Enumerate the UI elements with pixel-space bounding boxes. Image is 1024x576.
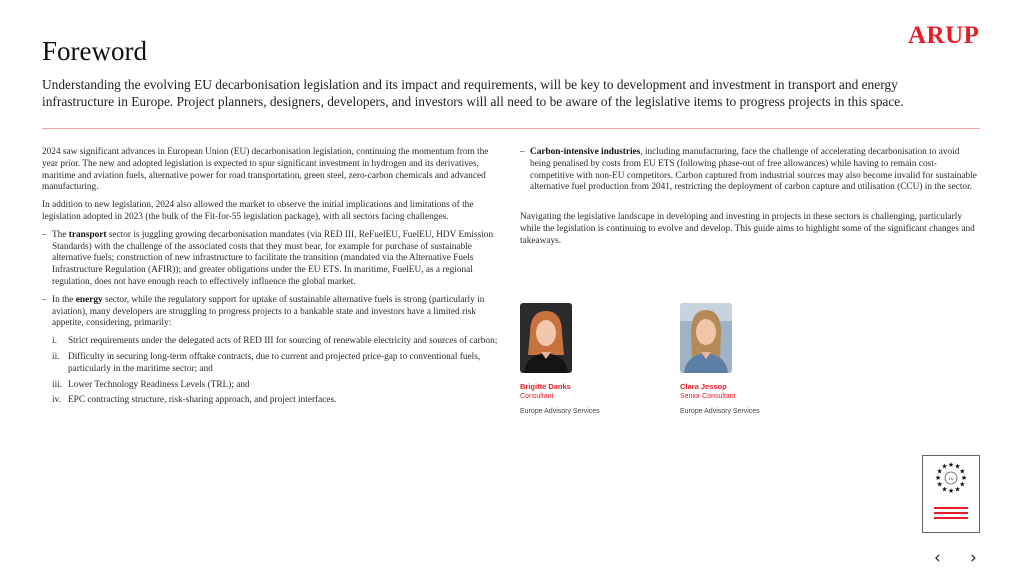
svg-text:★: ★ bbox=[954, 485, 961, 494]
svg-text:★: ★ bbox=[947, 461, 955, 469]
page-title: Foreword bbox=[42, 36, 147, 66]
dash-marker: – bbox=[520, 147, 525, 157]
author-org: Europe Advisory Services bbox=[520, 408, 600, 415]
next-page-button[interactable]: › bbox=[970, 548, 977, 568]
dash-marker: – bbox=[42, 229, 47, 240]
bold-term: energy bbox=[75, 294, 103, 305]
svg-text:★: ★ bbox=[941, 462, 948, 471]
left-column bbox=[42, 147, 504, 411]
eu-stars-badge bbox=[922, 455, 980, 533]
dash-marker: – bbox=[42, 294, 47, 305]
intro-paragraph: Understanding the evolving EU decarbonisation legislation and its impact and requirements, will be key to development and investment in transport and energy infrastructure in Europe. Project planners, designers, developers, and investors will all need to be aware of the legislative items to progress projects in this space. bbox=[42, 77, 904, 109]
svg-text:★: ★ bbox=[936, 480, 943, 489]
list-item-transport: – The transport sector is juggling growing decarbonisation mandates (via RED III, ReFuelEU, FuelEU, HDV Emission Standards) with the challenge of the associated costs that they must bear, for example for purchase of sustainable alternative fuels; construction of new infrastructure to facilitate the transition (mandated via the Alternative Fuels Infrastructure Regulation (AFIR)); and greater obligations under the EU ETS. In maritime, FuelEU, as a regional regulation, does not have enough reach to effectively influence the global market. bbox=[42, 229, 494, 287]
svg-text:★: ★ bbox=[959, 467, 966, 476]
paragraph: In addition to new legislation, 2024 also allowed the market to observe the initial implications and limitations of the legislation adopted in 2023 (the bulk of the Fit-for-55 legislation package), with all sectors facing challenges. bbox=[42, 200, 474, 222]
author-card bbox=[520, 303, 640, 415]
svg-text:★: ★ bbox=[960, 474, 968, 482]
list-item-carbon: – Carbon-intensive industries, including manufacturing, face the challenge of accelerating decarbonisation to avoid being penalised by costs from EU ETS (following phase-out of free allowances) while having to remain cost-competitive with non-EU competitors. Carbon captured from industrial sources may also become invalid for sustainable alternative fuel production from 2041, restricting the deployment of carbon capture and utilisation (CCU) in the sector. bbox=[520, 147, 977, 193]
divider-line bbox=[42, 128, 980, 129]
arup-logo: ARUP bbox=[908, 22, 980, 49]
author-org: Europe Advisory Services bbox=[680, 408, 760, 415]
author-photo bbox=[520, 303, 572, 373]
paragraph: Navigating the legislative landscape in developing and investing in projects in these sectors is challenging, particularly while the legislation is continuing to evolve and develop. This guide aims to highlight some of the significant changes and takeaways. bbox=[520, 212, 975, 246]
svg-text:★: ★ bbox=[934, 474, 942, 482]
bold-term: transport bbox=[68, 229, 107, 240]
numbered-item: i. Strict requirements under the delegated acts of RED III for sourcing of renewable electricity and sources of carbon; bbox=[52, 336, 498, 347]
author-name: Brigitte Danks bbox=[520, 382, 571, 391]
svg-text:EU: EU bbox=[948, 477, 954, 481]
previous-page-button[interactable]: ‹ bbox=[934, 548, 941, 568]
right-column bbox=[520, 147, 980, 254]
svg-text:★: ★ bbox=[947, 487, 955, 495]
svg-text:★: ★ bbox=[936, 467, 943, 476]
svg-text:★: ★ bbox=[941, 485, 948, 494]
author-photo bbox=[680, 303, 732, 373]
list-item-energy: – In the energy sector, while the regulatory support for uptake of sustainable alternative fuels is strong (particularly in aviation), many developers are struggling to progress projects to a bankable state and investors have a limited risk appetite, considering, primarily: bbox=[42, 294, 485, 329]
svg-text:★: ★ bbox=[959, 480, 966, 489]
numbered-item: iii. Lower Technology Readiness Levels (TRL); and bbox=[52, 379, 250, 390]
numbered-item: ii. Difficulty in securing long-term offtake contracts, due to current and projected price-gap to conventional fuels, particularly in the maritime sector; and bbox=[52, 351, 481, 374]
author-name: Clara Jessop bbox=[680, 382, 727, 391]
svg-text:★: ★ bbox=[954, 462, 961, 471]
numbered-item: iv. EPC contracting structure, risk-sharing approach, and project interfaces. bbox=[52, 395, 337, 406]
author-card bbox=[680, 303, 800, 415]
paragraph: 2024 saw significant advances in European Union (EU) decarbonisation legislation, continuing the momentum from the year prior. The new and adopted legislation is expected to spur significant investment in hydrogen and its derivatives, maritime and aviation fuels, alternative power for road transportation, green steel, zero-carbon chemicals and advanced manufacturing. bbox=[42, 147, 489, 193]
author-role: Consultant bbox=[520, 393, 554, 400]
bold-term: Carbon-intensive industries bbox=[530, 147, 641, 157]
author-role: Senior Consultant bbox=[680, 393, 736, 400]
eu-stars-icon bbox=[923, 456, 979, 532]
